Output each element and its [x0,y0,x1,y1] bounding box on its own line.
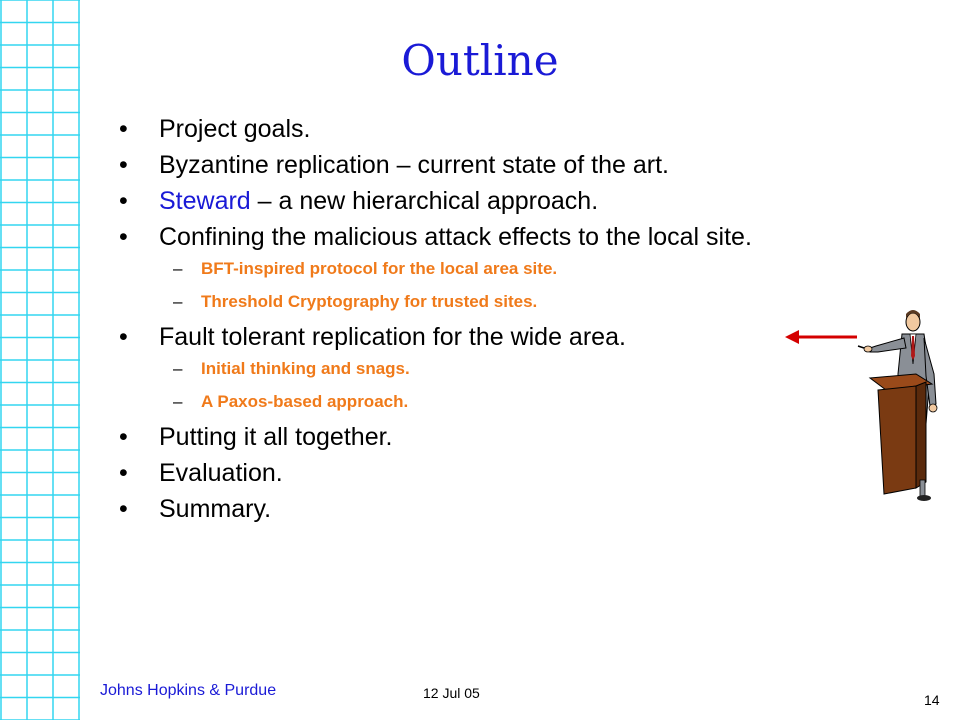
bullet-dot: • [119,323,128,351]
bullet-item [117,222,799,253]
bullet-dot: • [119,187,128,215]
bullet-item [117,114,837,145]
bullet-item [117,322,837,353]
sub-bullet-dash: – [173,259,183,278]
outline-list [117,114,837,530]
bullet-text: Project goals. [159,115,311,143]
sub-bullet-item [117,258,837,280]
bullet-dot: • [119,423,128,451]
sub-bullet-item [117,358,837,380]
bullet-text: Evaluation. [159,459,283,487]
presenter-at-podium-icon [856,304,946,504]
bullet-text: Byzantine replication – current state of the art. [159,151,669,179]
sub-bullet-text: Initial thinking and snags. [201,359,410,378]
bullet-dot: • [119,115,128,143]
sub-bullet-item [117,291,837,313]
sub-bullet-text: Threshold Cryptography for trusted sites. [201,292,538,311]
bullet-item [117,186,837,217]
decorative-grid [0,0,80,720]
footer-organization: Johns Hopkins & Purdue [100,682,277,699]
bullet-text: Confining the malicious attack effects to the local site. [159,223,752,251]
bullet-item [117,150,837,181]
footer-date: 12 Jul 05 [423,685,480,701]
bullet-dot: • [119,459,128,487]
steward-highlight: Steward [159,187,251,215]
sub-bullet-text: BFT-inspired protocol for the local area site. [201,259,558,278]
bullet-text: Putting it all together. [159,423,393,451]
bullet-dot: • [119,223,128,251]
bullet-text: Fault tolerant replication for the wide area. [159,323,626,351]
page-number: 14 [924,692,940,708]
bullet-item [117,422,837,453]
bullet-item [117,494,837,525]
sub-bullet-dash: – [173,292,183,311]
sub-bullet-text: A Paxos-based approach. [201,392,409,411]
sub-bullet-dash: – [173,392,183,411]
bullet-dot: • [119,495,128,523]
sub-bullet-item [117,391,837,413]
bullet-dot: • [119,151,128,179]
bullet-item [117,458,837,489]
slide-title: Outline [401,36,559,85]
bullet-text: Summary. [159,495,272,523]
sub-bullet-dash: – [173,359,183,378]
left-arrow-icon [783,325,859,349]
bullet-text: – a new hierarchical approach. [250,187,599,215]
